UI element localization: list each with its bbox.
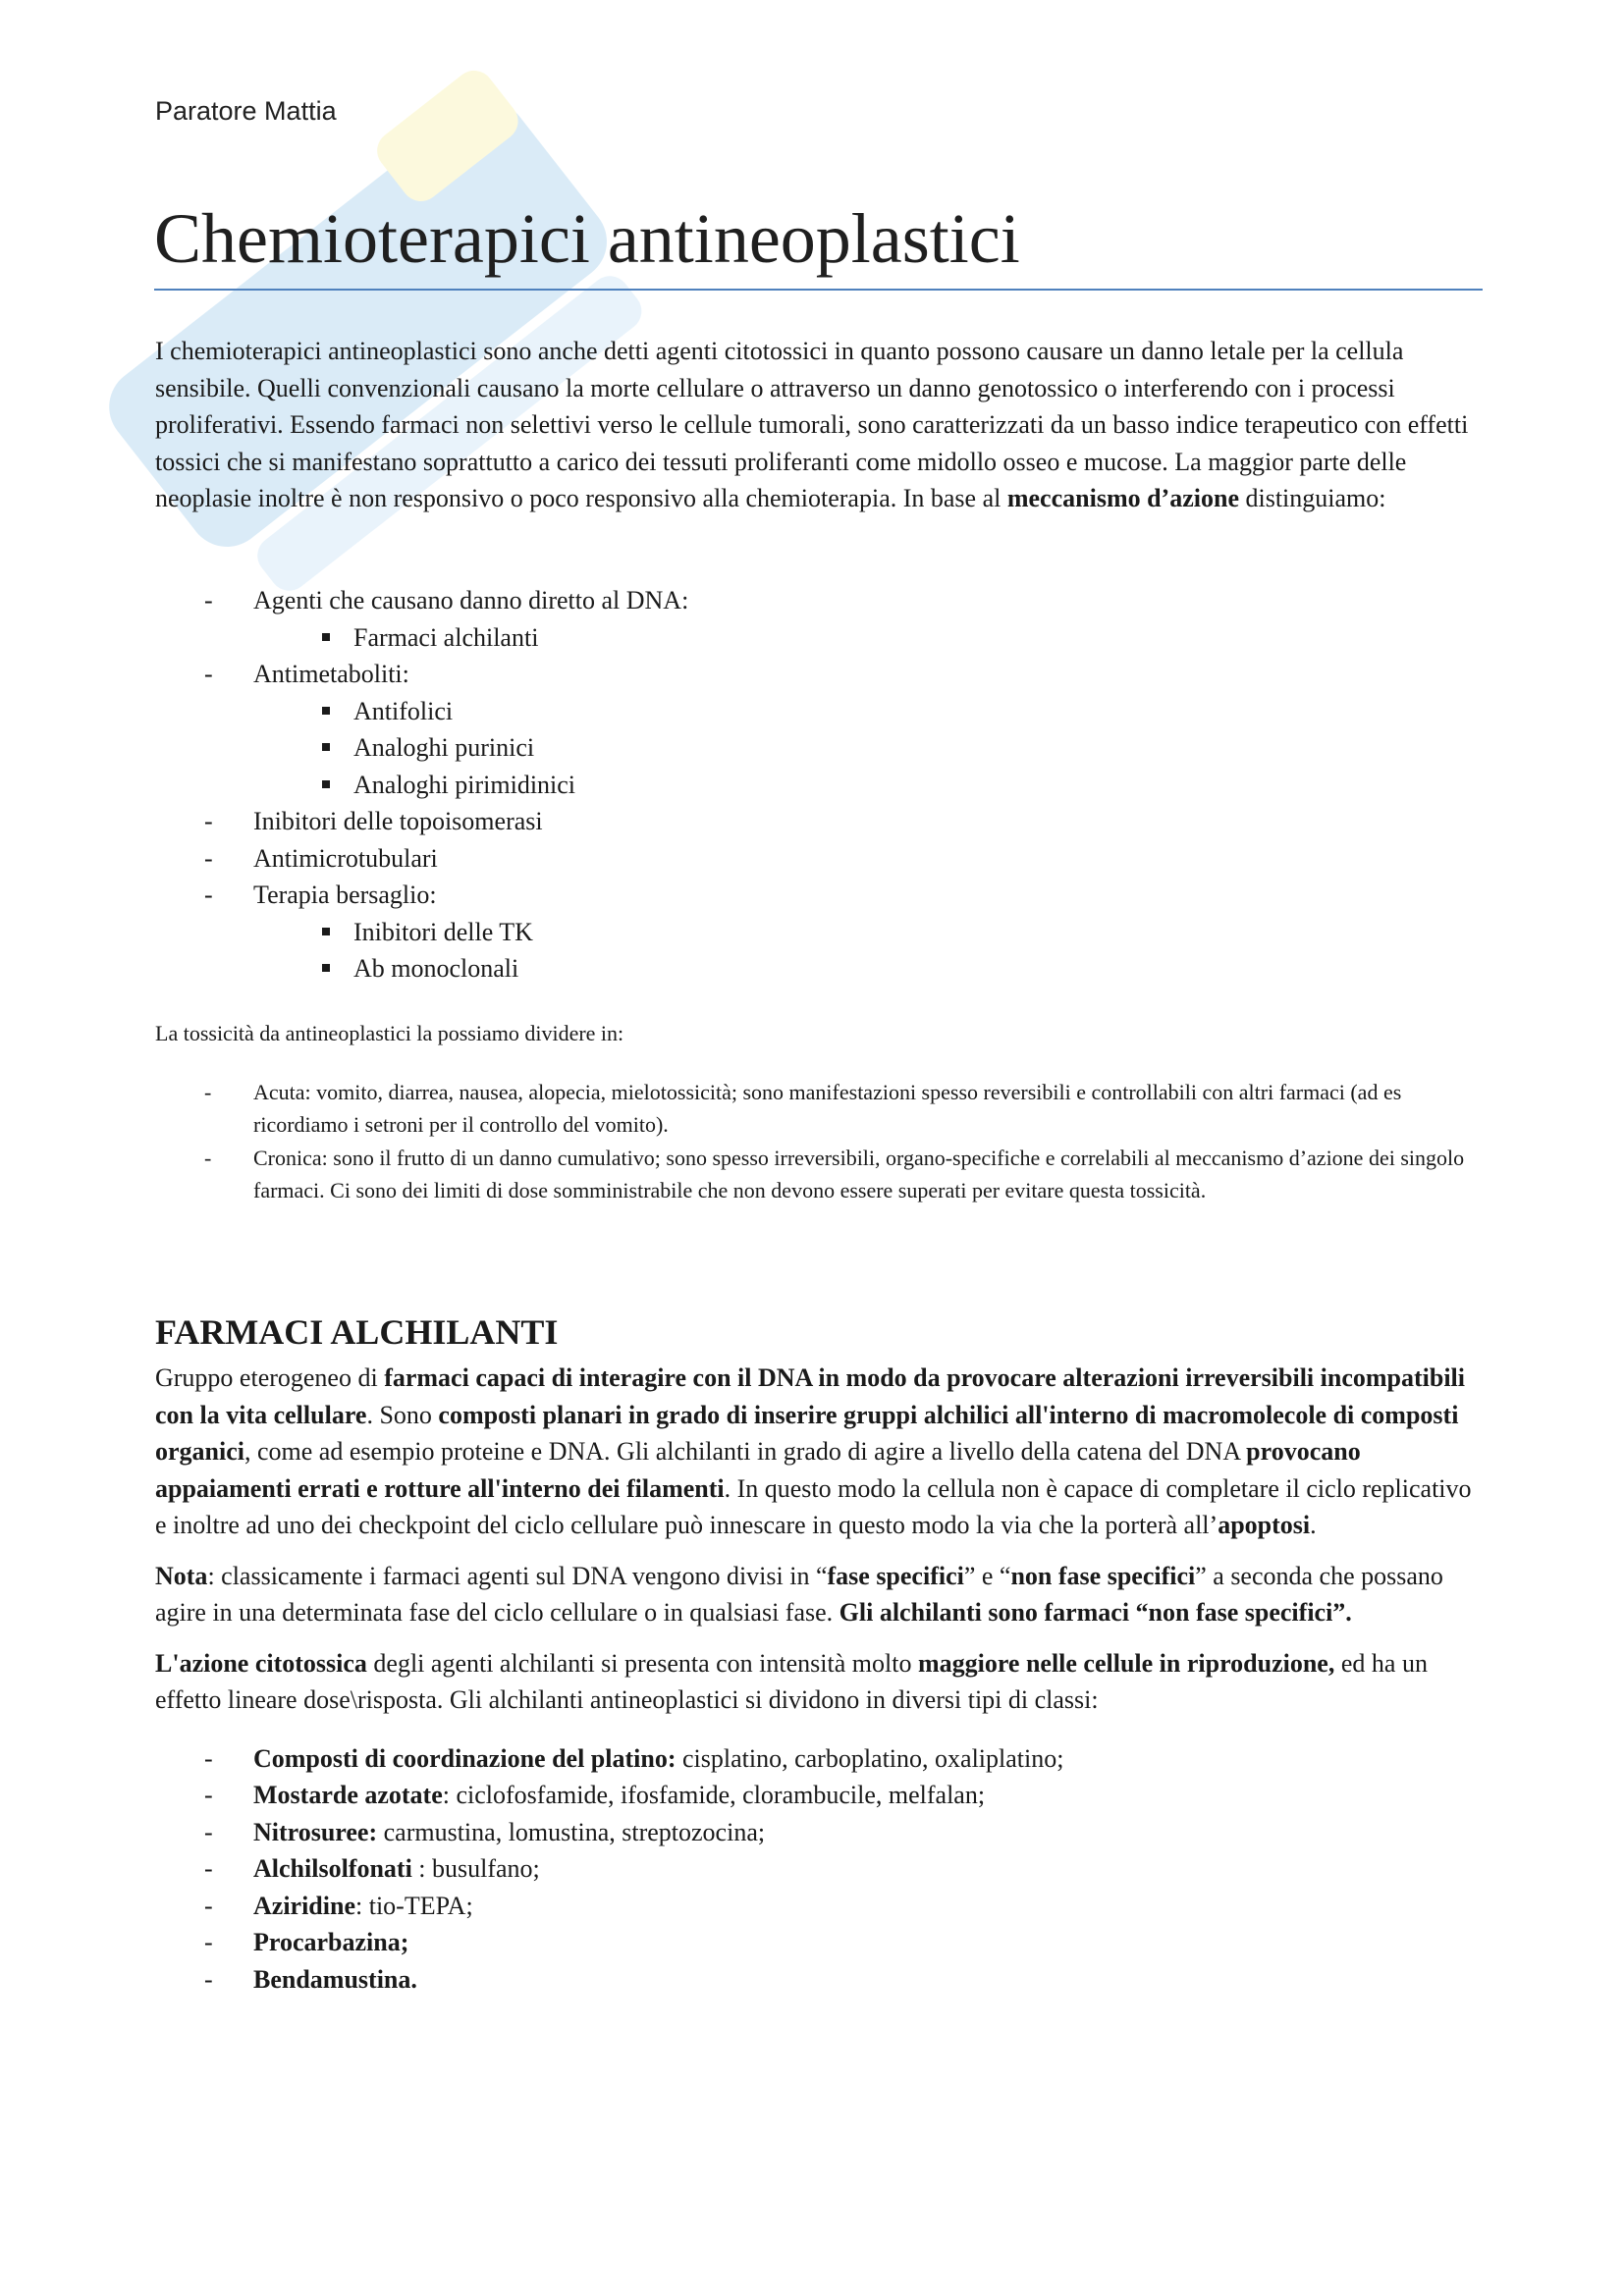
mechanism-sublist-wrapper [155,693,1483,804]
intro-bold: meccanismo d’azione [1006,484,1239,512]
bold-text: Nota [155,1561,208,1590]
alkylating-paragraph-2 [155,1558,1483,1631]
header-author: Paratore Mattia [155,96,337,126]
mechanism-list [155,582,1483,988]
class-name: Nitrosuree: [253,1817,378,1846]
class-drugs: : tio-TEPA; [355,1891,473,1920]
bold-text: non fase specifici [1010,1561,1196,1590]
alkylating-class-item [155,1924,1483,1961]
mechanism-subitem: Analoghi pirimidinici [353,767,1483,804]
bold-text: apoptosi [1218,1511,1311,1539]
class-name: Bendamustina. [253,1964,417,1994]
mechanism-subitem: Antifolici [353,693,1483,730]
alkylating-paragraph-3 [155,1645,1483,1719]
mechanism-subitem: Farmaci alchilanti [353,619,1483,657]
class-name: Composti di coordinazione del platino: [253,1743,677,1773]
alkylating-paragraph-1 [155,1360,1483,1544]
bold-text: maggiore nelle cellule in riproduzione, [917,1648,1335,1678]
class-drugs: carmustina, lomustina, streptozocina; [377,1817,766,1846]
text-run: . Sono [366,1400,439,1429]
text-run: ” e “ [963,1561,1011,1590]
mechanism-item [155,877,1483,914]
mechanism-sublist-wrapper [155,619,1483,657]
class-name: Procarbazina; [253,1928,409,1956]
mechanism-subitem: Inibitori delle TK [353,914,1483,951]
toxicity-item: - Acuta: vomito, diarrea, nausea, alopecia, mielotossicità; sono manifestazioni spesso reversibili e controllabili con altri farmaci (ad es ricordiamo i setroni per il controllo del vomito). [155,1076,1483,1142]
alkylating-section [155,1360,1483,1998]
mechanism-sublist-wrapper [155,914,1483,988]
mechanism-subitem: Analoghi purinici [353,729,1483,767]
mechanism-item [155,840,1483,878]
text-run: . [1310,1511,1317,1539]
section-title: FARMACI ALCHILANTI [155,1312,559,1352]
mechanism-item [155,656,1483,693]
text-run: . In questo modo la cellula non è capace di completare il ciclo replicativo e inoltre ad uno dei checkpoint del ciclo cellulare può innescare in questo modo la via che la porterà all’ [155,1473,1472,1539]
toxicity-item: - Cronica: sono il frutto di un danno cumulativo; sono spesso irreversibili, organo-specifiche e correlabili al meccanismo d’azione dei singolo farmaci. Ci sono dei limiti di dose somministrabile che non devono essere superati per evitare questa tossicità. [155,1142,1483,1207]
intro-text-2: distinguiamo: [1238,484,1386,512]
class-drugs: cisplatino, carboplatino, oxaliplatino; [676,1743,1064,1773]
text-run: ” a seconda che possano agire in una determinata fase del ciclo cellulare o in qualsiasi fase. [155,1561,1443,1627]
title-underline [154,289,1483,291]
text-run: Gruppo eterogeneo di [155,1363,385,1392]
bold-text: Gli alchilanti sono farmaci “non fase specifici”. [839,1598,1352,1627]
class-drugs: : busulfano; [411,1854,540,1883]
mechanism-dash-list [155,582,1483,988]
alkylating-class-item [155,1888,1483,1925]
mechanism-sublist [155,914,1483,988]
toxicity-intro: La tossicità da antineoplastici la possiamo dividere in: [155,1021,624,1045]
mechanism-sublist [155,693,1483,804]
alkylating-class-item [155,1850,1483,1888]
alkylating-class-item [155,1777,1483,1814]
mechanism-item [155,582,1483,619]
mechanism-item [155,803,1483,840]
class-name: Alchilsolfonati [253,1854,412,1883]
text-run: : classicamente i farmaci agenti sul DNA vengono divisi in “ [207,1561,828,1590]
bold-text: farmaci capaci di interagire con il DNA in modo da provocare alterazioni irreversibili incompatibili con la vita cellulare [155,1363,1466,1429]
mechanism-subitem: Ab monoclonali [353,950,1483,988]
text-run: ed ha un effetto lineare dose\risposta. Gli alchilanti antineoplastici si dividono in diversi tipi di classi: [155,1648,1428,1714]
alkylating-class-item [155,1814,1483,1851]
intro-text-1: I chemioterapici antineoplastici sono anche detti agenti citotossici in quanto possono causare un danno letale per la cellula sensibile. Quelli convenzionali causano la morte cellulare o attraverso un danno genotossico o interferendo con i processi proliferativi. Essendo farmaci non selettivi verso le cellule tumorali, sono caratterizzati da un basso indice terapeutico con effetti tossici che si manifestano soprattutto a carico dei tessuti proliferanti come midollo osseo e mucose. La maggior parte delle neoplasie inoltre è non responsivo o poco responsivo alla chemioterapia. In base al [155,337,1469,512]
bold-text: composti planari in grado di inserire gruppi alchilici all'interno di macromolecole di composti organici [155,1400,1459,1466]
bold-text: provocano appaiamenti errati e rotture all'interno dei filamenti [155,1437,1361,1503]
toxicity-section [155,1017,1483,1207]
alkylating-class-item [155,1961,1483,1999]
alkylating-class-list [155,1740,1483,1999]
mechanism-label: Antimetaboliti: [253,660,409,688]
mechanism-label: Terapia bersaglio: [253,881,437,909]
text-run: , come ad esempio proteine e DNA. Gli alchilanti in grado di agire a livello della catena del DNA [244,1437,1247,1466]
toxicity-list [155,1076,1483,1207]
bold-text: fase specifici [827,1561,964,1590]
class-name: Mostarde azotate [253,1781,443,1809]
text-run: degli agenti alchilanti si presenta con intensità molto [366,1648,918,1678]
alkylating-class-item [155,1740,1483,1778]
class-drugs: : ciclofosfamide, ifosfamide, clorambucile, melfalan; [442,1781,986,1809]
mechanism-label: Antimicrotubulari [253,843,438,873]
class-name: Aziridine [253,1891,355,1920]
mechanism-label: Inibitori delle topoisomerasi [253,807,543,835]
page-title: Chemioterapici antineoplastici [154,199,1020,278]
intro-paragraph [155,333,1483,517]
mechanism-label: Agenti che causano danno diretto al DNA: [253,586,689,614]
bold-text: L'azione citotossica [155,1648,367,1678]
mechanism-sublist [155,619,1483,657]
